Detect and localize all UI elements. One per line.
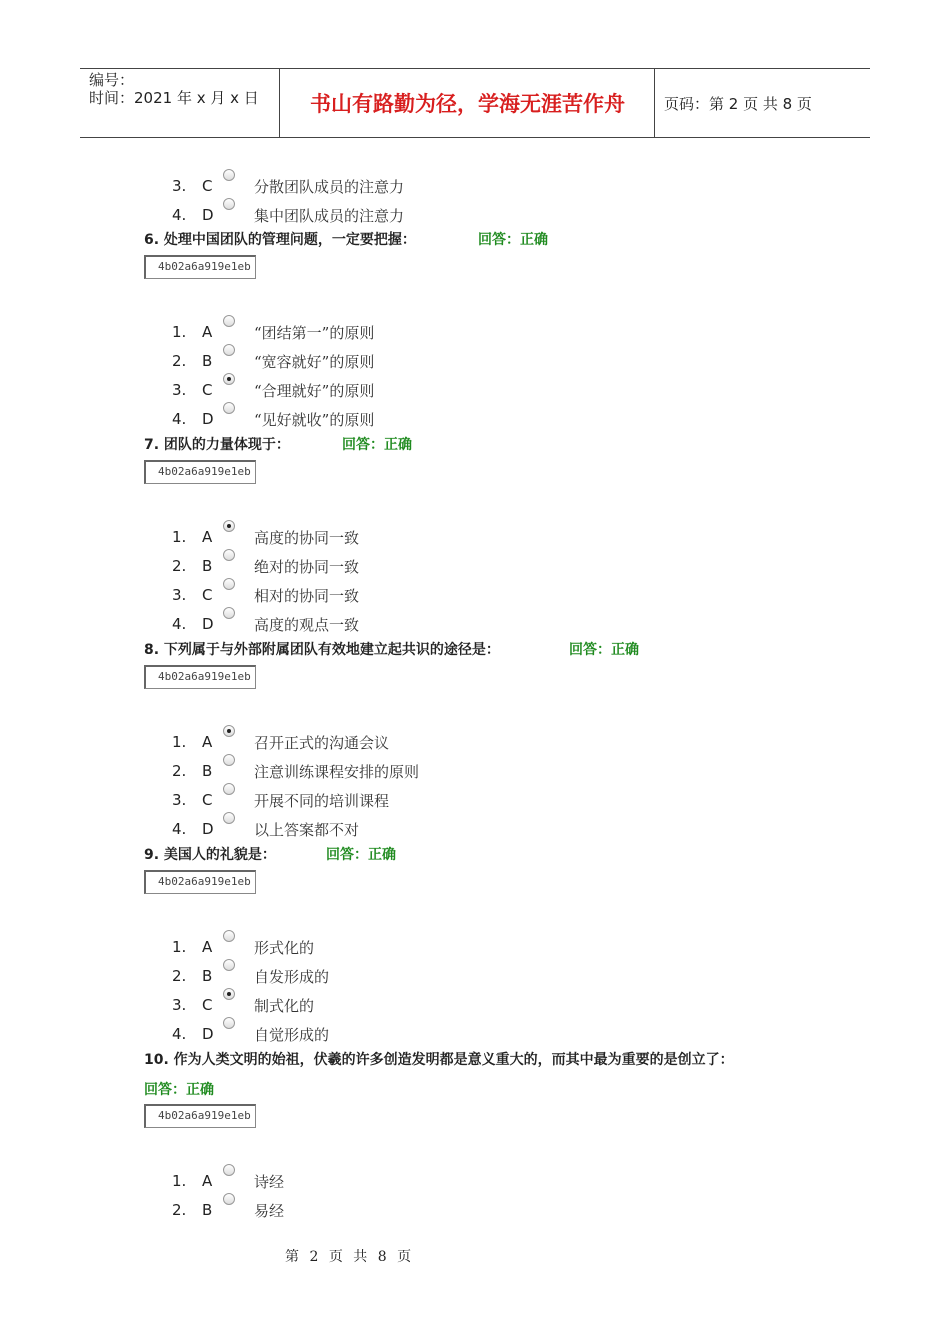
footer-total: 8 [377, 1249, 387, 1265]
option-row [172, 789, 390, 811]
option-radio[interactable] [223, 725, 235, 737]
option-letter: C [202, 996, 213, 1014]
option-number: 1. [172, 323, 187, 341]
option-letter: B [202, 557, 213, 575]
header-page-info: 页码：第 2 页 共 8 页 [664, 94, 812, 113]
option-row [172, 526, 360, 548]
option-radio[interactable] [223, 1017, 235, 1029]
answer-status: 回答：正确 [478, 232, 548, 248]
option-radio[interactable] [223, 930, 235, 942]
option-text: 自发形成的 [254, 967, 330, 986]
option-row [172, 555, 360, 577]
option-text: 绝对的协同一致 [254, 557, 360, 576]
option-number: 2. [172, 352, 187, 370]
answer-id-field[interactable]: 4b02a6a919e1eb [144, 665, 256, 689]
option-text: 开展不同的培训课程 [254, 791, 390, 810]
option-number: 3. [172, 381, 187, 399]
option-text: 高度的协同一致 [254, 528, 360, 547]
option-row [172, 584, 360, 606]
option-text: 相对的协同一致 [254, 586, 360, 605]
option-radio[interactable] [223, 198, 235, 210]
option-text: 分散团队成员的注意力 [254, 177, 405, 196]
option-text: 集中团队成员的注意力 [254, 206, 405, 225]
footer-di: 第 [285, 1249, 299, 1265]
answer-id-field[interactable]: 4b02a6a919e1eb [144, 460, 256, 484]
footer-ye: 页 [328, 1249, 343, 1265]
answer-id-field[interactable]: 4b02a6a919e1eb [144, 870, 256, 894]
footer-gong: 共 [353, 1249, 368, 1265]
code-label: 编号： [89, 71, 135, 89]
option-row [172, 408, 375, 430]
option-text: 形式化的 [254, 938, 315, 957]
option-row [172, 1199, 285, 1221]
option-text: 召开正式的沟通会议 [254, 733, 390, 752]
option-text: 以上答案都不对 [254, 820, 360, 839]
option-number: 2. [172, 1201, 187, 1219]
option-radio[interactable] [223, 812, 235, 824]
option-radio[interactable] [223, 344, 235, 356]
question-title: 9. 美国人的礼貌是： [144, 847, 276, 863]
option-radio[interactable] [223, 1193, 235, 1205]
option-letter: D [202, 206, 214, 224]
question-title: 7. 团队的力量体现于： [144, 437, 290, 453]
option-radio[interactable] [223, 549, 235, 561]
time-label: 时间：2021 年 x 月 x 日 [89, 89, 259, 107]
header-motto: 书山有路勤为径，学海无涯苦作舟 [281, 69, 655, 137]
option-radio[interactable] [223, 373, 235, 385]
option-row [172, 936, 315, 958]
option-number: 4. [172, 206, 187, 224]
answer-status: 回答：正确 [569, 642, 639, 658]
option-row [172, 613, 360, 635]
option-letter: B [202, 967, 213, 985]
option-text: 易经 [254, 1201, 285, 1220]
option-letter: A [202, 733, 213, 751]
option-radio[interactable] [223, 578, 235, 590]
option-number: 3. [172, 996, 187, 1014]
option-letter: C [202, 177, 213, 195]
option-number: 2. [172, 762, 187, 780]
option-radio[interactable] [223, 959, 235, 971]
option-number: 1. [172, 528, 187, 546]
option-row [172, 379, 375, 401]
option-radio[interactable] [223, 1164, 235, 1176]
option-number: 3. [172, 177, 187, 195]
option-row [172, 204, 405, 226]
option-letter: D [202, 410, 214, 428]
option-radio[interactable] [223, 754, 235, 766]
answer-id-field[interactable]: 4b02a6a919e1eb [144, 1104, 256, 1128]
option-radio[interactable] [223, 988, 235, 1000]
option-row [172, 321, 375, 343]
page-footer [0, 1246, 950, 1266]
footer-ye-2: 页 [397, 1249, 412, 1265]
page-header [80, 68, 870, 138]
option-text: 注意训练课程安排的原则 [254, 762, 420, 781]
question-title: 6. 处理中国团队的管理问题，一定要把握： [144, 232, 416, 248]
question-title: 8. 下列属于与外部附属团队有效地建立起共识的途径是： [144, 642, 500, 658]
option-text: “宽容就好”的原则 [254, 352, 375, 371]
option-number: 2. [172, 967, 187, 985]
option-text: 高度的观点一致 [254, 615, 360, 634]
header-meta [80, 69, 280, 137]
option-letter: A [202, 1172, 213, 1190]
option-radio[interactable] [223, 607, 235, 619]
option-radio[interactable] [223, 402, 235, 414]
option-row [172, 350, 375, 372]
answer-status: 回答：正确 [326, 847, 396, 863]
option-number: 1. [172, 733, 187, 751]
option-letter: C [202, 586, 213, 604]
option-text: “团结第一”的原则 [254, 323, 375, 342]
option-text: “合理就好”的原则 [254, 381, 375, 400]
answer-id-field[interactable]: 4b02a6a919e1eb [144, 255, 256, 279]
option-number: 3. [172, 586, 187, 604]
option-number: 4. [172, 1025, 187, 1043]
option-row [172, 1170, 285, 1192]
option-row [172, 760, 420, 782]
option-number: 4. [172, 820, 187, 838]
option-letter: D [202, 1025, 214, 1043]
option-letter: B [202, 352, 213, 370]
option-number: 4. [172, 410, 187, 428]
option-text: 诗经 [254, 1172, 285, 1191]
option-number: 2. [172, 557, 187, 575]
option-radio[interactable] [223, 783, 235, 795]
option-letter: C [202, 381, 213, 399]
option-number: 1. [172, 1172, 187, 1190]
option-row [172, 994, 315, 1016]
answer-status: 回答：正确 [144, 1082, 214, 1098]
option-number: 3. [172, 791, 187, 809]
option-text: 制式化的 [254, 996, 315, 1015]
option-row [172, 965, 330, 987]
option-row [172, 1023, 330, 1045]
option-radio[interactable] [223, 315, 235, 327]
option-text: “见好就收”的原则 [254, 410, 375, 429]
footer-page-number: 2 [309, 1249, 319, 1265]
option-text: 自觉形成的 [254, 1025, 330, 1044]
option-letter: A [202, 528, 213, 546]
option-row [172, 731, 390, 753]
option-letter: B [202, 762, 213, 780]
option-number: 1. [172, 938, 187, 956]
option-letter: D [202, 820, 214, 838]
option-number: 4. [172, 615, 187, 633]
option-letter: A [202, 323, 213, 341]
option-letter: C [202, 791, 213, 809]
option-letter: B [202, 1201, 213, 1219]
option-letter: D [202, 615, 214, 633]
question-title: 10. 作为人类文明的始祖，伏羲的许多创造发明都是意义重大的，而其中最为重要的是创立了： [144, 1052, 734, 1068]
answer-status: 回答：正确 [342, 437, 412, 453]
option-letter: A [202, 938, 213, 956]
option-radio[interactable] [223, 169, 235, 181]
option-radio[interactable] [223, 520, 235, 532]
option-row [172, 175, 405, 197]
option-row [172, 818, 360, 840]
